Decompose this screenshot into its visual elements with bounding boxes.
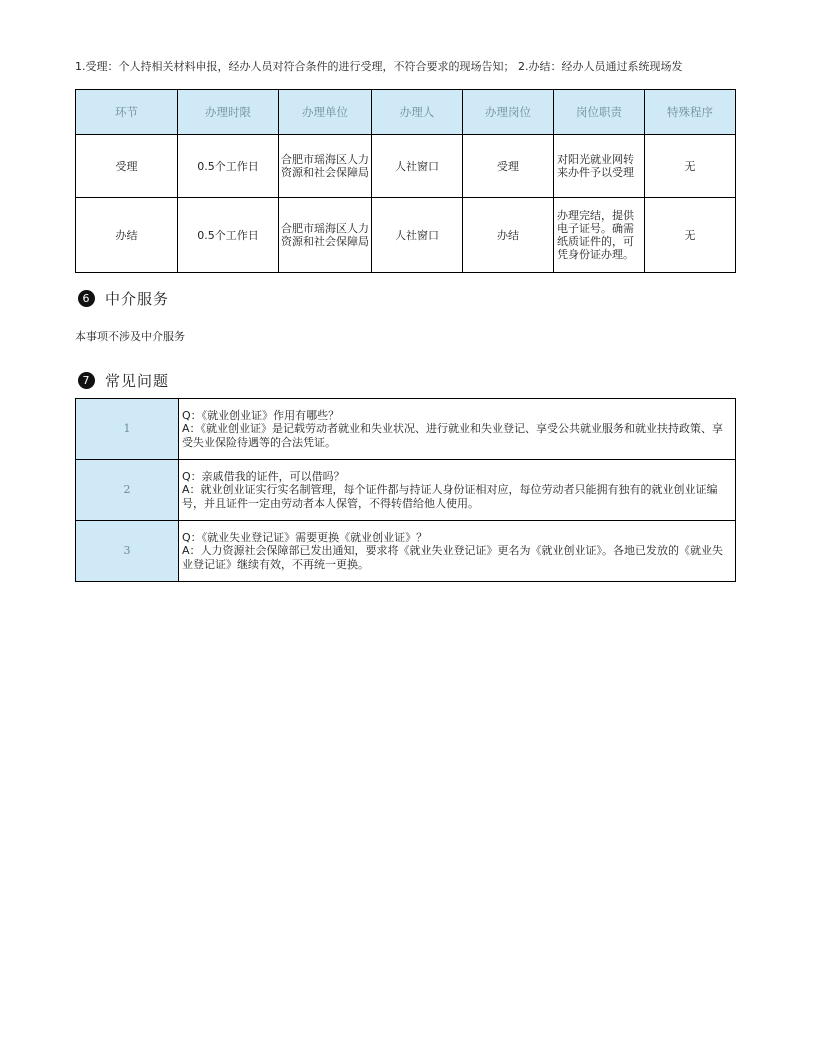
- cell-unit: 合肥市瑶海区人力资源和社会保障局: [279, 198, 372, 273]
- faq-row: [76, 521, 736, 582]
- cell-handler: 人社窗口: [372, 135, 463, 198]
- cell-duty: 对阳光就业网转来办件予以受理: [554, 135, 645, 198]
- intro-text: 1.受理：个人持相关材料申报，经办人员对符合条件的进行受理，不符合要求的现场告知； 2.办结：经办人员通过系统现场发: [75, 60, 683, 73]
- section-number-badge: 7: [78, 372, 95, 389]
- faq-question: Q：《就业创业证》作用有哪些？: [182, 408, 340, 422]
- header-special: 特殊程序: [645, 90, 736, 135]
- cell-special: 无: [645, 135, 736, 198]
- header-step: 环节: [76, 90, 178, 135]
- faq-row: [76, 399, 736, 460]
- section-heading-intermediary: [78, 288, 169, 309]
- header-post: 办理岗位: [463, 90, 554, 135]
- header-duty: 岗位职责: [554, 90, 645, 135]
- section-number-badge: 6: [78, 290, 95, 307]
- cell-step: 受理: [76, 135, 178, 198]
- faq-answer: A：人力资源社会保障部已发出通知，要求将《就业失业登记证》更名为《就业创业证》。各地已发放的《就业失业登记证》继续有效，不再统一更换。: [182, 544, 724, 571]
- cell-duty: 办理完结，提供电子证号。确需纸质证件的，可凭身份证办理。: [554, 198, 645, 273]
- faq-index: 2: [76, 460, 179, 521]
- table-row: [76, 135, 736, 198]
- faq-answer: A：《就业创业证》是记载劳动者就业和失业状况、进行就业和失业登记、享受公共就业服务和就业扶持政策、享受失业保险待遇等的合法凭证。: [182, 422, 724, 449]
- faq-question: Q：《就业失业登记证》需要更换《就业创业证》？: [182, 530, 428, 544]
- cell-special: 无: [645, 198, 736, 273]
- header-unit: 办理单位: [279, 90, 372, 135]
- faq-table: [75, 398, 736, 582]
- faq-index: 1: [76, 399, 179, 460]
- header-time-limit: 办理时限: [178, 90, 279, 135]
- faq-content: [179, 460, 736, 521]
- section-title: 常见问题: [105, 372, 170, 390]
- faq-question: Q：亲戚借我的证件，可以借吗？: [182, 469, 345, 483]
- table-row: [76, 198, 736, 273]
- faq-content: [179, 521, 736, 582]
- section-title: 中介服务: [105, 290, 170, 308]
- faq-content: [179, 399, 736, 460]
- cell-step: 办结: [76, 198, 178, 273]
- process-table-header: [76, 90, 736, 135]
- intermediary-note: 本事项不涉及中介服务: [75, 330, 185, 343]
- faq-row: [76, 460, 736, 521]
- process-table: [75, 89, 736, 273]
- cell-time-limit: 0.5个工作日: [178, 135, 279, 198]
- cell-unit: 合肥市瑶海区人力资源和社会保障局: [279, 135, 372, 198]
- faq-index: 3: [76, 521, 179, 582]
- header-handler: 办理人: [372, 90, 463, 135]
- cell-handler: 人社窗口: [372, 198, 463, 273]
- cell-post: 受理: [463, 135, 554, 198]
- cell-post: 办结: [463, 198, 554, 273]
- section-heading-faq: [78, 370, 169, 391]
- cell-time-limit: 0.5个工作日: [178, 198, 279, 273]
- faq-answer: A：就业创业证实行实名制管理，每个证件都与持证人身份证相对应，每位劳动者只能拥有独有的就业创业证编号，并且证件一定由劳动者本人保管，不得转借给他人使用。: [182, 483, 718, 510]
